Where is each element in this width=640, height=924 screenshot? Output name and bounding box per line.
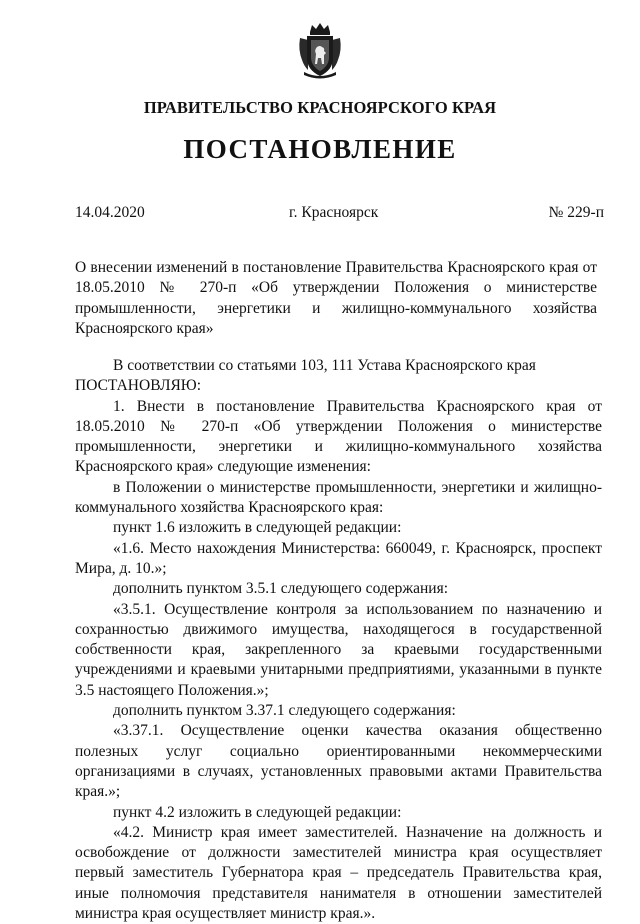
document-body	[75, 356, 602, 924]
body-paragraph: «3.5.1. Осуществление контроля за использованием по назначению и сохранностью движимого имущества, находящегося в государственной собственности края, закрепленного за краевыми государственными учреждениями и краевыми унитарными предприятиями, указанными в пункте 3.5 настоящего Положения.»;	[75, 600, 602, 699]
body-paragraph: В соответствии со статьями 103, 111 Устава Красноярского края	[113, 357, 536, 374]
document-number: № 229-п	[548, 204, 604, 221]
coat-of-arms-icon	[298, 20, 342, 80]
body-paragraph: ПОСТАНОВЛЯЮ:	[75, 377, 202, 395]
body-paragraph: дополнить пунктом 3.37.1 следующего содержания:	[113, 702, 456, 720]
document-type: ПОСТАНОВЛЕНИЕ	[183, 134, 457, 164]
body-paragraph: 1. Внести в постановление Правительства Красноярского края от 18.05.2010 № 270-п «Об утверждении Положения о министерстве промышленности, энергетики и жилищно-коммунального хозяйства Красноярского края» следующие изменения:	[75, 397, 602, 476]
document-date: 14.04.2020	[75, 204, 145, 221]
organization-name: ПРАВИТЕЛЬСТВО КРАСНОЯРСКОГО КРАЯ	[143, 98, 497, 117]
body-paragraph: пункт 1.6 изложить в следующей редакции:	[113, 519, 402, 537]
body-paragraph: пункт 4.2 изложить в следующей редакции:	[113, 803, 402, 821]
body-paragraph: «3.37.1. Осуществление оценки качества оказания общественно полезных услуг социально ориентированными некоммерческими организациями в случаях, установленных правовыми актами Правительства края.»;	[75, 722, 602, 801]
body-paragraph: «1.6. Место нахождения Министерства: 660049, г. Красноярск, проспект Мира, д. 10.»;	[75, 539, 602, 577]
document-title: О внесении изменений в постановление Правительства Красноярского края от 18.05.2010 № 270-п «Об утверждении Положения о министерстве промышленности, энергетики и жилищно-коммунального хозяйства Красноярского края»	[75, 259, 597, 337]
body-paragraph: дополнить пунктом 3.5.1 следующего содержания:	[113, 580, 448, 598]
document-city: г. Красноярск	[289, 204, 379, 221]
body-paragraph: «4.2. Министр края имеет заместителей. Назначение на должность и освобождение от должности заместителей министра края осуществляет первый заместитель Губернатора края – председатель Правительства края, иные полномочия представителя нанимателя в отношении заместителей министра края осуществляет министр края.».	[75, 823, 602, 923]
body-paragraph: в Положении о министерстве промышленности, энергетики и жилищно-коммунального хозяйства Красноярского края:	[75, 478, 602, 517]
